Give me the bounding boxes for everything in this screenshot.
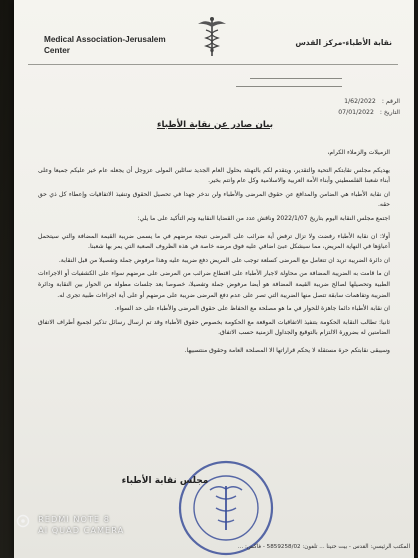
official-stamp-icon <box>176 458 276 558</box>
reference-number-label: الرقم : <box>381 98 400 105</box>
letter-date <box>250 109 400 116</box>
paragraph: ان نقابة الأطباء دائما جاهزة للحوار في ما هو مصلحة مع الحفاظ على حقوق المرضى والأطباء على حد السواء. <box>114 305 390 313</box>
paragraph: ان دائرة الضريبة تريد ان تتعامل مع المرضى كسلعة توجب على المريض دفع ضريبة عليه وهذا مرفوض جملة وتفصيلا من قبل النقابة. <box>58 256 390 264</box>
paragraph: ان ما قامت به الضريبة المضافة من محاولة لاجبار الأطباء على اقتطاع ضرائب من المرضى على مرضهم سواء على الكشفيات أو الاجراءات الطبية وتحصيلها لصالح ضريبة القيمة المضافة هو أيضا مرفوض جملة وتفصيلا، خصوصا بعد جلسات مطولة من الحوار بين النقابة ودائرة الضريبة وتفاهمات سابقة تتصل منها الضريبة التي تصر على عدم دفع المرضى ضريبة على مرضهم أو على أية اجراءات طبية تجرى له. <box>38 270 390 299</box>
org-name-english <box>44 34 194 56</box>
letter-date-value: 07/01/2022 <box>338 109 374 116</box>
watermark-model: REDMI NOTE 8 <box>38 514 110 524</box>
org-name-arabic: نقابة الأطباء-مركز القدس <box>295 38 392 47</box>
greeting: الزميلات والزملاء الكرام، <box>327 149 390 156</box>
reference-number-value: 1/62/2022 <box>344 98 376 105</box>
paragraph: يهديكم مجلس نقابتكم التحية والتقدير، ويتقدم لكم بالتهنئة بحلول العام الجديد سائلين المولى عزوجل أن يجعله عام خير عليكم جميعا وعلى أبناء شعبنا الفلسطيني وأبناء الأمة العربية والاسلامية وكل عام وانتم بخير. <box>38 166 390 185</box>
camera-lens-icon <box>16 514 30 528</box>
letter-body <box>38 148 390 360</box>
caduceus-logo-icon <box>190 14 234 58</box>
letter-footer: المكتب الرئيسي: القدس - بيت حنينا ... تلفون: 5859258/02 - فاكس: ... <box>237 544 410 550</box>
reference-number <box>250 98 400 105</box>
header-divider <box>28 64 398 65</box>
signature-council: مجلس نقابة الأطباء <box>121 476 209 486</box>
camera-watermark <box>16 514 124 536</box>
letter-date-label: التاريخ : <box>379 109 400 116</box>
blank-line <box>250 78 342 79</box>
paragraph: ثانيا: تطالب النقابة الحكومة بتنفيذ الاتفاقيات الموقعة مع الحكومة بخصوص حقوق الأطباء وقد تم ارسال رسائل تذكير لجميع أطراف الاتفاق الضامنين له بضرورة الالتزام بالتوقيع والجداول الزمنية حسب الاتفاق. <box>38 318 390 337</box>
paragraph: وسيبقى نقابتكم حرة مستقلة لا يحكم قراراتها الا المصلحة العامة وحقوق منتسبيها. <box>184 346 390 354</box>
watermark-text <box>38 514 124 536</box>
org-name-english-line2: Center <box>44 46 70 55</box>
statement-title: بيان صادر عن نقابة الأطباء <box>156 120 274 130</box>
org-name-english-line1: Medical Association-Jerusalem <box>44 35 166 44</box>
paragraph: ان نقابة الأطباء هي الضامن والمدافع عن حقوق المرضى والأطباء ولن ندخر جهدا في تحصيل الحقوق وتنفيذ الاتفاقيات وإعطاء كل ذي حق حقه. <box>38 190 390 209</box>
blank-line <box>236 86 342 87</box>
paragraph: اجتمع مجلس النقابة اليوم بتاريخ 2022/1/07 وناقش عدد من القضايا النقابية وتم التأكيد على ما يلي: <box>137 214 390 222</box>
paragraph: أولا: ان نقابة الأطباء رفضت ولا تزال ترفض أية ضرائب على المرضى نتيجة مرضهم في ما يسمى ضريبة القيمة المضافة والتي سيتحمل أعباؤها في النهاية المريض، مما سيشكل عبئ اضافي عليه فوق مرضه خاصة في هذه الظروف الصعبة التي يمر بها شعبنا. <box>38 232 390 251</box>
watermark-camera: AI QUAD CAMERA <box>38 525 125 535</box>
